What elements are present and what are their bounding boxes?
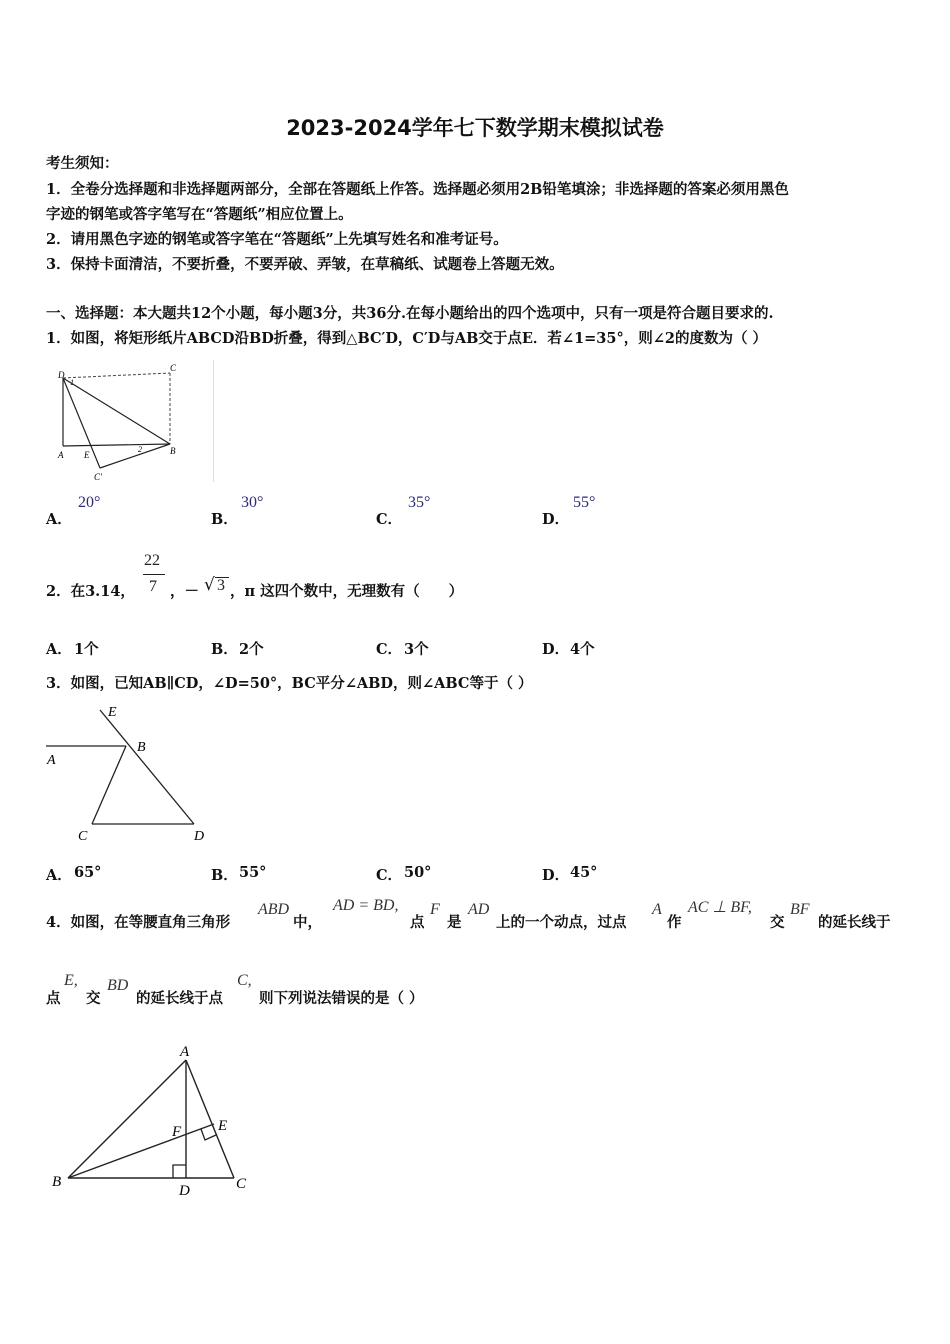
q4-math-ac-perp-bf: AC ⊥ BF,	[688, 899, 752, 916]
q1-option-a-label: A．	[46, 511, 72, 528]
q3-label-C: C	[78, 829, 88, 844]
q3-label-A: A	[47, 753, 56, 768]
q4-part-8: 的延长线于	[818, 914, 891, 931]
q1-label-2: 2	[138, 445, 142, 454]
page-title: 2023-2024学年七下数学期末模拟试卷	[286, 116, 664, 140]
q3-option-a-label: A．	[46, 867, 72, 884]
q2-option-c-label: C．	[376, 641, 403, 658]
q2-option-a-label: A．	[46, 641, 72, 658]
q1-label-A: A	[58, 450, 64, 460]
q1-label-1: 1	[70, 378, 74, 387]
q2-option-c-value[interactable]: 3个	[404, 641, 429, 658]
notice-item-2: 2．请用黑色字迹的钢笔或答字笔在“答题纸”上先填写姓名和准考证号。	[46, 231, 508, 248]
q4-math-bd: BD	[107, 977, 129, 994]
q4-part-9: 点	[46, 990, 61, 1007]
q2-option-d-label: D．	[542, 641, 570, 658]
sqrt-sign-icon: √	[204, 575, 215, 595]
q2-option-b-value[interactable]: 2个	[239, 641, 264, 658]
q4-part-3: 点	[410, 914, 425, 931]
q1-figure	[48, 358, 223, 488]
q2-sqrt-value: 3	[217, 577, 225, 594]
q4-math-ad: AD	[468, 901, 490, 918]
q3-label-B: B	[137, 740, 146, 755]
q4-part-4: 是	[447, 914, 462, 931]
notice-item-3: 3．保持卡面清洁，不要折叠，不要弄破、弄皱，在草稿纸、试题卷上答题无效。	[46, 256, 564, 273]
q1-option-c-label: C．	[376, 511, 403, 528]
q2-suffix: ，π 这四个数中，无理数有（ ）	[230, 583, 464, 600]
q2-mid: ，－	[170, 583, 199, 600]
notice-heading: 考生须知：	[46, 155, 119, 172]
q3-option-a-value[interactable]: 65°	[74, 864, 102, 881]
q4-math-e: E,	[64, 972, 78, 989]
q1-option-b-value[interactable]: 30°	[241, 494, 264, 511]
q4-figure	[46, 1038, 256, 1198]
q4-math-abd: ABD	[258, 901, 290, 918]
q2-prefix: 2．在3.14，	[46, 583, 135, 600]
q4-part-7: 交	[770, 914, 785, 931]
q3-label-D: D	[194, 829, 205, 844]
q4-math-bf: BF	[790, 901, 810, 918]
q3-option-c-value[interactable]: 50°	[404, 864, 432, 881]
q4-label-F: F	[172, 1124, 182, 1140]
q2-fraction-bar	[143, 574, 165, 575]
q4-label-C: C	[236, 1176, 247, 1192]
q4-label-A: A	[180, 1044, 190, 1060]
q3-option-c-label: C．	[376, 867, 403, 884]
q2-option-d-value[interactable]: 4个	[570, 641, 595, 658]
q1-label-Cprime: C'	[94, 472, 102, 482]
q3-option-b-label: B．	[211, 867, 238, 884]
q1-option-c-value[interactable]: 35°	[408, 494, 431, 511]
q3-option-d-label: D．	[542, 867, 570, 884]
q4-part-11: 的延长线于点	[136, 990, 223, 1007]
q4-part-6: 作	[667, 914, 682, 931]
q1-option-d-label: D．	[542, 511, 570, 528]
q3-label-E: E	[108, 705, 117, 720]
q3-option-d-value[interactable]: 45°	[570, 864, 598, 881]
q1-option-b-label: B．	[211, 511, 238, 528]
q4-part-5: 上的一个动点，过点	[496, 914, 627, 931]
q3-option-b-value[interactable]: 55°	[239, 864, 267, 881]
q4-part-1: 4．如图，在等腰直角三角形	[46, 914, 231, 931]
q2-option-a-value[interactable]: 1个	[74, 641, 99, 658]
q3-text: 3．如图，已知AB∥CD，∠D=50°，BC平分∠ABD，则∠ABC等于（ ）	[46, 675, 533, 692]
q2-fraction-denominator: 7	[149, 578, 157, 595]
notice-item-1-cont: 字迹的钢笔或答字笔写在“答题纸”相应位置上。	[46, 206, 353, 223]
q2-fraction-numerator: 22	[144, 552, 160, 569]
q1-label-D: D	[58, 370, 65, 380]
q4-math-ad-bd: AD = BD,	[333, 897, 399, 914]
q4-math-c: C,	[237, 972, 252, 989]
q1-label-C: C	[170, 363, 177, 373]
q1-option-a-value[interactable]: 20°	[78, 494, 101, 511]
q4-math-a: A	[652, 901, 662, 918]
q1-label-E: E	[84, 450, 90, 460]
q4-part-2: 中，	[293, 914, 322, 931]
q4-part-12: 则下列说法错误的是（ ）	[259, 990, 424, 1007]
q4-part-10: 交	[86, 990, 101, 1007]
q4-label-E: E	[218, 1118, 228, 1134]
q1-option-d-value[interactable]: 55°	[573, 494, 596, 511]
notice-item-1: 1．全卷分选择题和非选择题两部分，全部在答题纸上作答。选择题必须用2B铅笔填涂；非选择题的答案必须用黑色	[46, 181, 789, 198]
section-heading: 一、选择题：本大题共12个小题，每小题3分，共36分.在每小题给出的四个选项中，只有一项是符合题目要求的.	[46, 305, 774, 322]
q4-label-D: D	[179, 1183, 190, 1198]
q3-figure	[44, 698, 212, 846]
q1-text: 1．如图，将矩形纸片ABCD沿BD折叠，得到△BC′D，C′D与AB交于点E．若∠1=35°，则∠2的度数为（ ）	[46, 330, 768, 347]
q4-math-f: F	[430, 901, 440, 918]
q2-option-b-label: B．	[211, 641, 238, 658]
q1-label-B: B	[170, 446, 176, 456]
q4-label-B: B	[52, 1174, 62, 1190]
